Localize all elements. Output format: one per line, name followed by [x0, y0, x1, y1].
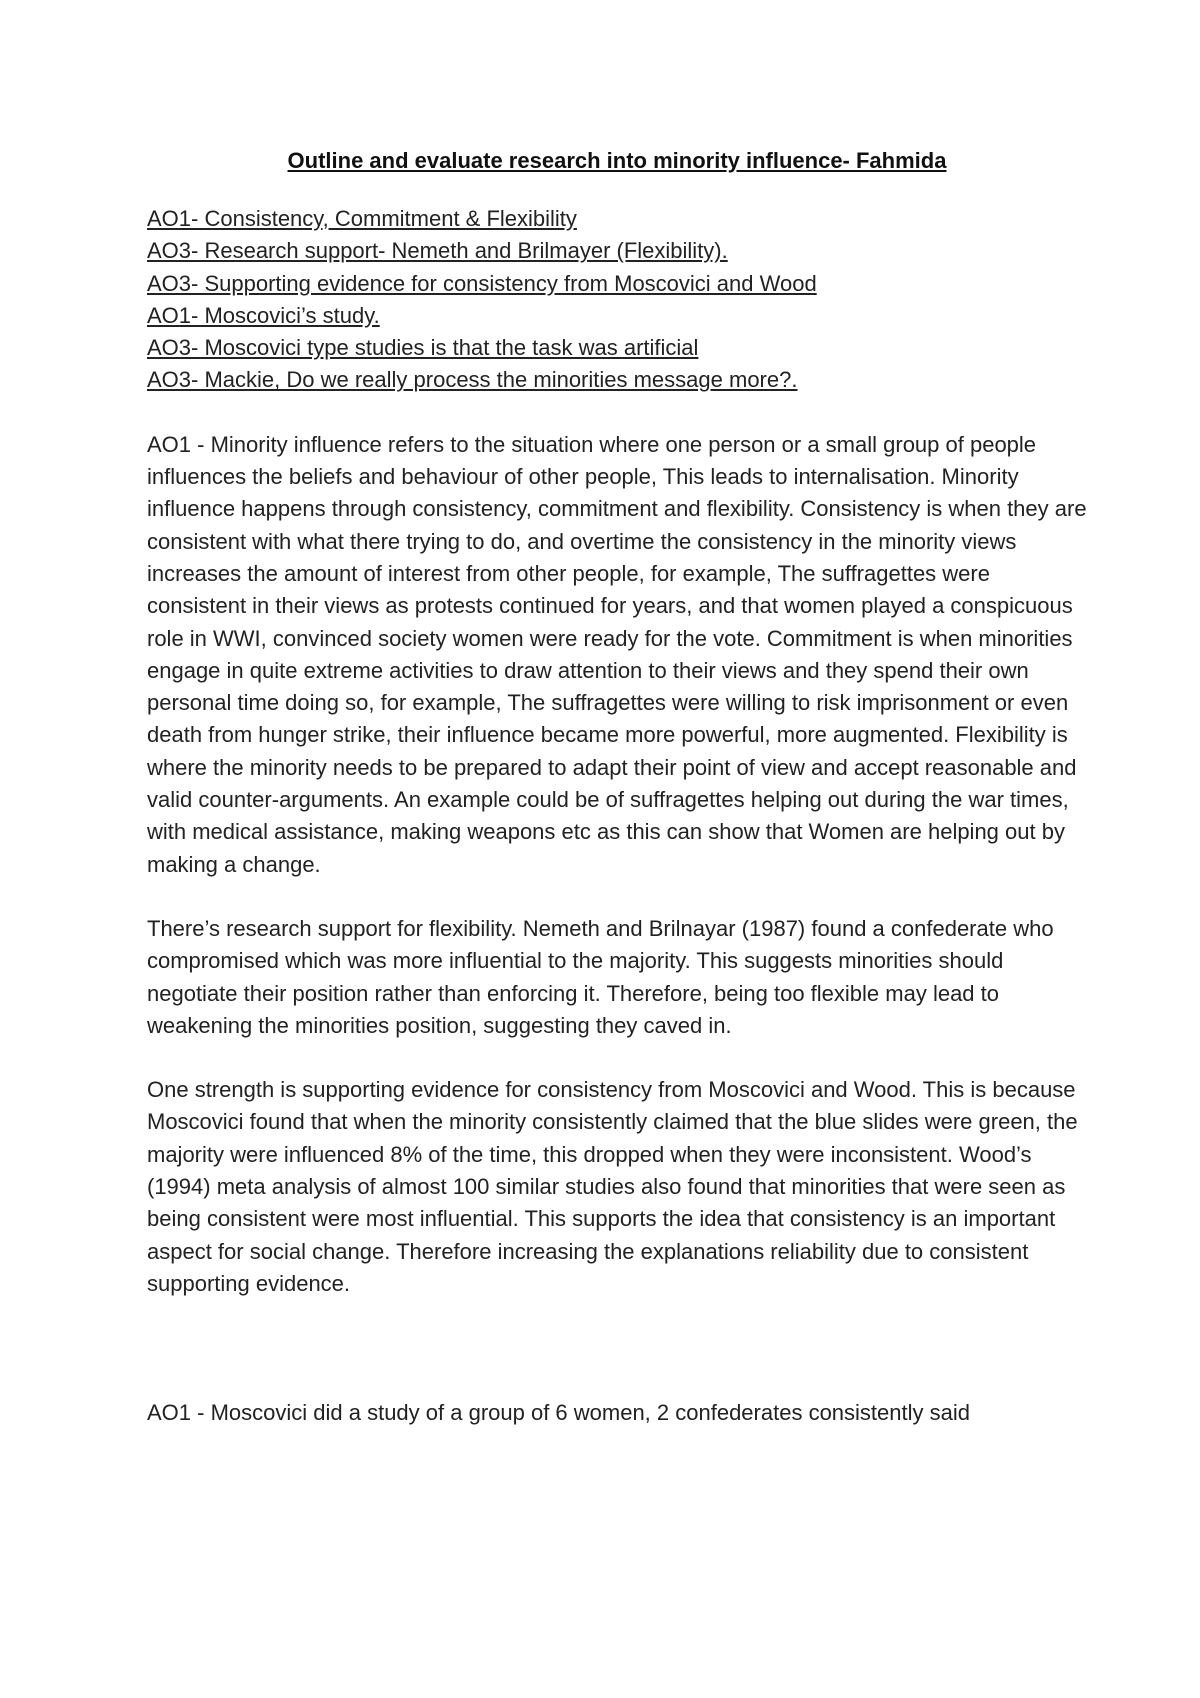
outline-list	[147, 203, 1087, 397]
outline-item: AO1- Moscovici’s study.	[147, 302, 380, 328]
outline-item: AO3- Mackie, Do we really process the minorities message more?.	[147, 367, 798, 393]
outline-item: AO3- Moscovici type studies is that the task was artificial	[147, 335, 699, 361]
document-title: Outline and evaluate research into minority influence- Fahmida	[287, 148, 947, 173]
paragraph-moscovici-study: AO1 - Moscovici did a study of a group of 6 women, 2 confederates consistently said	[147, 1400, 970, 1426]
paragraph-research-support: There’s research support for flexibility. Nemeth and Brilnayar (1987) found a confederate who compromised which was more influential to the majority. This suggests minorities should negotiate their position rather than enforcing it. Therefore, being too flexible may lead to weakening the minorities position, suggesting they caved in.	[147, 915, 1054, 1038]
document-page	[147, 146, 1087, 1462]
outline-item: AO3- Supporting evidence for consistency from Moscovici and Wood	[147, 270, 817, 296]
paragraph-consistency-evidence: One strength is supporting evidence for consistency from Moscovici and Wood. This is because Moscovici found that when the minority consistently claimed that the blue slides were green, the majority were influenced 8% of the time, this dropped when they were inconsistent. Wood’s (1994) meta analysis of almost 100 similar studies also found that minorities that were seen as being consistent were most influential. This supports the idea that consistency is an important aspect for social change. Therefore increasing the explanations reliability due to consistent supporting evidence.	[147, 1077, 1078, 1296]
outline-item: AO1- Consistency, Commitment & Flexibility	[147, 206, 577, 231]
outline-item: AO3- Research support- Nemeth and Brilmayer (Flexibility).	[147, 238, 728, 264]
paragraph-ao1-definition: AO1 - Minority influence refers to the situation where one person or a small group of people influences the beliefs and behaviour of other people, This leads to internalisation. Minority influence happens through consistency, commitment and flexibility. Consistency is when they are consistent with what there trying to do, and overtime the consistency in the minority views increases the amount of interest from other people, for example, The suffragettes were consistent in their views as protests continued for years, and that women played a conspicuous role in WWI, convinced society women were ready for the vote. Commitment is when minorities engage in quite extreme activities to draw attention to their views and they spend their own personal time doing so, for example, The suffragettes were willing to risk imprisonment or even death from hunger strike, their influence became more powerful, more augmented. Flexibility is where the minority needs to be prepared to adapt their point of view and accept reasonable and valid counter-arguments. An example could be of suffragettes helping out during the war times, with medical assistance, making weapons etc as this can show that Women are helping out by making a change.	[147, 431, 1087, 877]
